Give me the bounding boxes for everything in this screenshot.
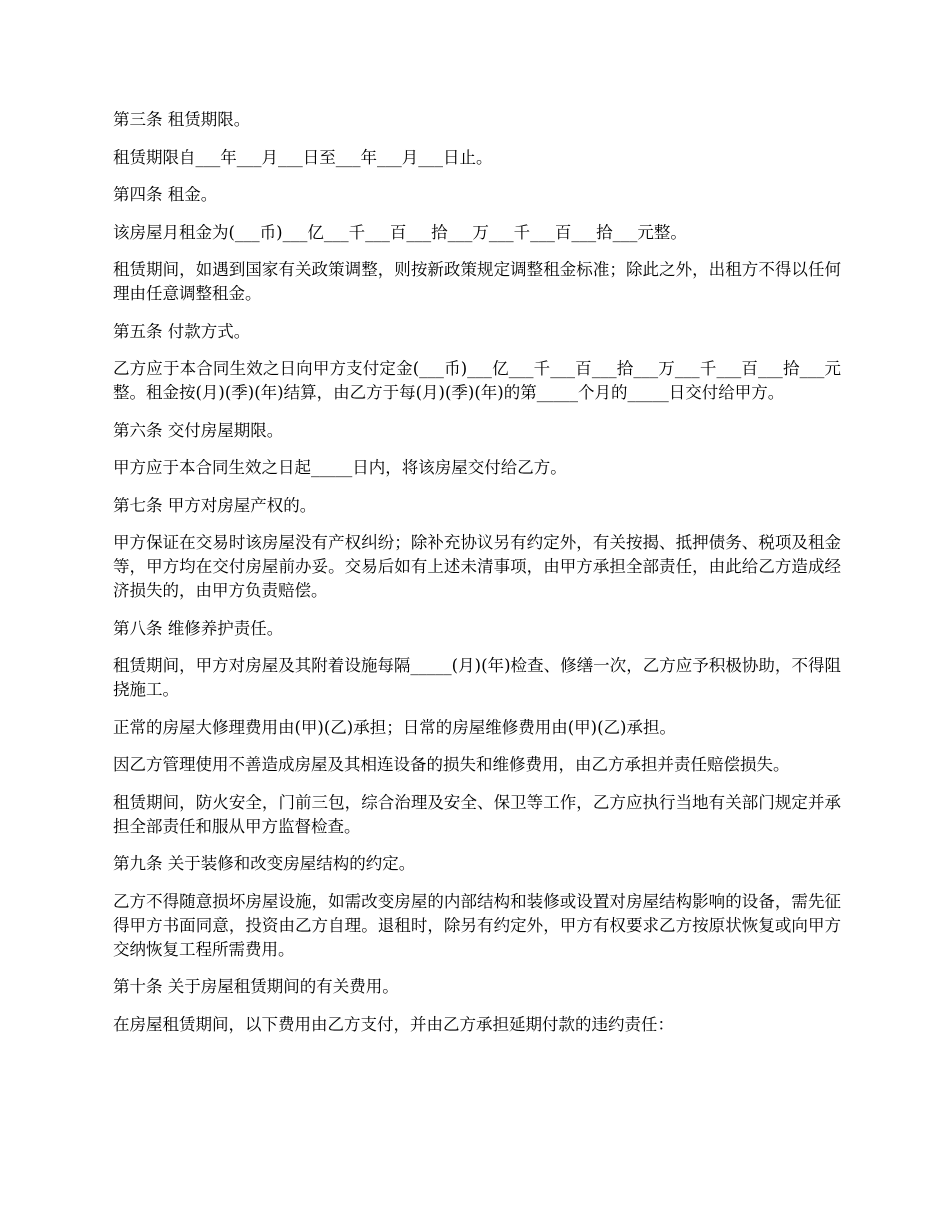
clause-heading-4: 第四条 租金。 [113, 185, 218, 204]
clause-heading-10: 第十条 关于房屋租赁期间的有关费用。 [113, 977, 399, 996]
paragraph-monthly-rent: 该房屋月租金为(___币)___亿___千___百___拾___万___千___百___拾___元整。 [113, 222, 687, 242]
document-page [113, 108, 841, 1050]
paragraph-renovation: 乙方不得随意损坏房屋设施，如需改变房屋的内部结构和装修或设置对房屋结构影响的设备，需先征得甲方书面同意，投资由乙方自理。退租时，除另有约定外，甲方有权要求乙方按原状恢复或向甲方交纳恢复工程所需费用。 [113, 891, 841, 959]
paragraph-fees: 在房屋租赁期间，以下费用由乙方支付，并由乙方承担延期付款的违约责任： [113, 1014, 674, 1034]
paragraph-repair-costs: 正常的房屋大修理费用由(甲)(乙)承担；日常的房屋维修费用由(甲)(乙)承担。 [113, 717, 676, 737]
paragraph-inspection: 租赁期间，甲方对房屋及其附着设施每隔_____(月)(年)检查、修缮一次，乙方应予积极协助，不得阻挠施工。 [113, 656, 841, 699]
paragraph-property-rights: 甲方保证在交易时该房屋没有产权纠纷；除补充协议另有约定外，有关按揭、抵押债务、税项及租金等，甲方均在交付房屋前办妥。交易后如有上述未清事项，由甲方承担全部责任，由此给乙方造成经济损失的，由甲方负责赔偿。 [113, 533, 841, 600]
paragraph-damage-liability: 因乙方管理使用不善造成房屋及其相连设备的损失和维修费用，由乙方承担并责任赔偿损失。 [113, 755, 790, 774]
paragraph-payment-method: 乙方应于本合同生效之日向甲方支付定金(___币)___亿___千___百___拾___万___千___百___拾___元整。租金按(月)(季)(年)结算，由乙方于每(月)(季)(年)的第_____个月的_____日交付给甲方。 [113, 359, 841, 402]
paragraph-fire-safety: 租赁期间，防火安全，门前三包，综合治理及安全、保卫等工作，乙方应执行当地有关部门规定并承担全部责任和服从甲方监督检查。 [113, 792, 841, 836]
clause-heading-7: 第七条 甲方对房屋产权的。 [113, 495, 317, 515]
paragraph-rent-adjustment: 租赁期间，如遇到国家有关政策调整，则按新政策规定调整租金标准；除此之外，出租方不得以任何理由任意调整租金。 [113, 260, 841, 303]
clause-heading-6: 第六条 交付房屋期限。 [113, 420, 284, 440]
clause-heading-5: 第五条 付款方式。 [113, 321, 251, 341]
paragraph-lease-term: 租赁期限自___年___月___日至___年___月___日止。 [113, 147, 493, 167]
paragraph-delivery-term: 甲方应于本合同生效之日起_____日内，将该房屋交付给乙方。 [113, 458, 567, 477]
clause-heading-9: 第九条 关于装修和改变房屋结构的约定。 [113, 854, 416, 873]
clause-heading-8: 第八条 维修养护责任。 [113, 618, 284, 638]
clause-heading-3: 第三条 租赁期限。 [113, 110, 251, 129]
